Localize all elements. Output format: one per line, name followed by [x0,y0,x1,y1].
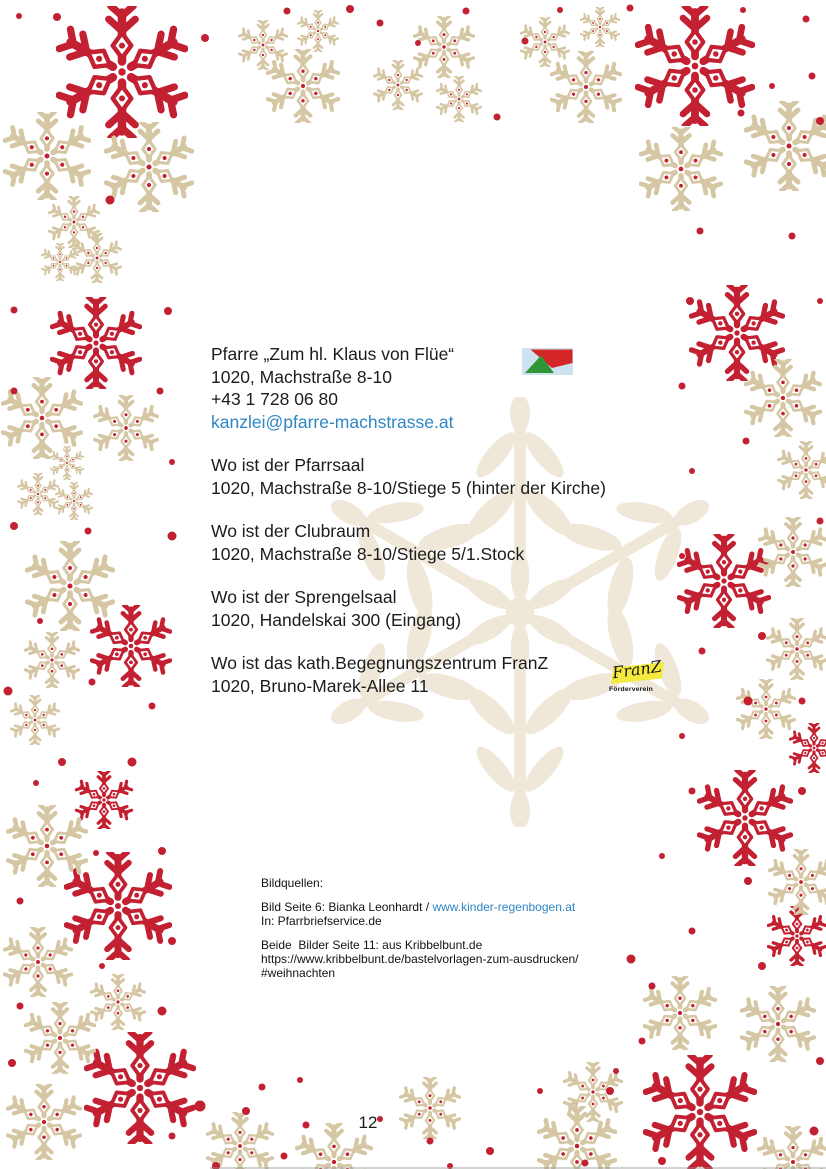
parish-name: Pfarre „Zum hl. Klaus von Flüe“ [211,344,455,364]
location-question: Wo ist der Clubraum [211,521,371,541]
parish-address: 1020, Machstraße 8-10 [211,366,392,387]
kinder-regenbogen-link[interactable]: www.kinder-regenbogen.at [432,900,576,914]
franz-logo-text: FranZ [610,656,663,683]
franz-logo-subtext: Förderverein [609,686,653,693]
location-question: Wo ist das kath.Begegnungszentrum FranZ [211,653,549,673]
credits-heading: Bildquellen: [261,876,324,890]
credit2-line2: https://www.kribbelbunt.de/bastelvorlagen-zum-ausdrucken/ [261,952,579,966]
franz-foerderverein-logo [605,655,669,699]
location-block-clubraum [211,520,691,565]
location-block-sprengelsaal [211,586,691,631]
location-block-pfarrsaal [211,454,691,499]
credit1-line2: In: Pfarrbriefservice.de [261,914,382,928]
credit-entry-2 [261,938,681,980]
parish-flag-logo-icon [521,347,574,376]
location-question: Wo ist der Sprengelsaal [211,587,397,607]
contact-block [211,343,691,433]
location-address: 1020, Machstraße 8-10/Stiege 5 (hinter der Kirche) [211,477,606,498]
credit1-text: Bild Seite 6: Bianka Leonhardt / [261,900,433,914]
credit2-line1: Beide Bilder Seite 11: aus Kribbelbunt.de [261,938,483,952]
credit-entry-1 [261,900,681,928]
parish-phone: +43 1 728 06 80 [211,389,338,409]
location-question: Wo ist der Pfarrsaal [211,455,365,475]
location-address: 1020, Machstraße 8-10/Stiege 5/1.Stock [211,543,525,564]
credit2-line3: #weihnachten [261,966,336,980]
location-address: 1020, Bruno-Marek-Allee 11 [211,675,429,696]
location-address: 1020, Handelskai 300 (Eingang) [211,609,462,630]
page-number: 12 [358,1113,378,1132]
image-credits-block [261,876,681,990]
parish-email-link[interactable]: kanzlei@pfarre-machstrasse.at [211,411,454,432]
